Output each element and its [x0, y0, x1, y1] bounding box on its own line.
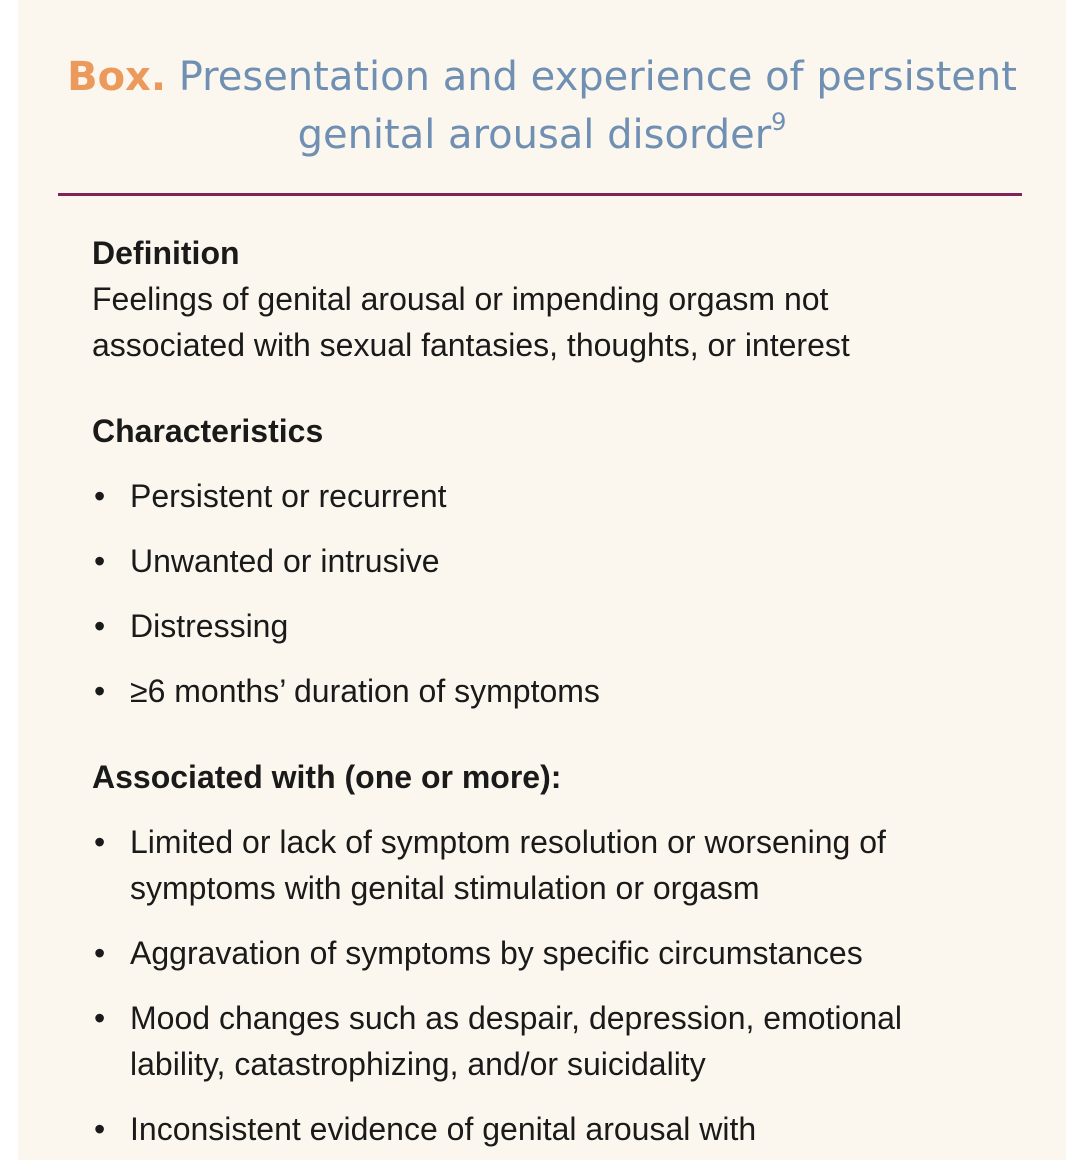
- bullet-icon: •: [94, 1111, 106, 1147]
- definition-text-line-2: associated with sexual fantasies, thoughts, or interest: [92, 327, 850, 363]
- bullet-icon: •: [94, 543, 106, 579]
- section-gap: [92, 368, 1032, 408]
- list-item-text-line: Inconsistent evidence of genital arousal with: [130, 1111, 757, 1147]
- list-item: [92, 930, 1032, 976]
- definition-text-line-1: Feelings of genital arousal or impending orgasm not: [92, 281, 829, 317]
- characteristics-heading: Characteristics: [92, 413, 324, 449]
- reference-superscript: 9: [771, 108, 787, 136]
- list-item-text: ≥6 months’ duration of symptoms: [130, 673, 600, 709]
- list-item: [92, 603, 1032, 649]
- bullet-icon: •: [94, 673, 106, 709]
- title-text-line-2: genital arousal disorder: [297, 112, 772, 158]
- list-item-text: Distressing: [130, 608, 289, 644]
- bullet-icon: •: [94, 478, 106, 514]
- bullet-icon: •: [94, 1000, 106, 1036]
- list-item: [92, 995, 1032, 1087]
- box-label: Box.: [67, 54, 167, 100]
- title-line-1: [18, 48, 1066, 106]
- associated-list: [92, 819, 1032, 1152]
- list-item-text-line: symptoms with genital stimulation or orgasm: [130, 870, 760, 906]
- list-item: [92, 819, 1032, 911]
- bullet-icon: •: [94, 824, 106, 860]
- list-item: [92, 473, 1032, 519]
- list-item-text-line: lability, catastrophizing, and/or suicidality: [130, 1046, 706, 1082]
- bullet-icon: •: [94, 935, 106, 971]
- title-text-line-1: Presentation and experience of persistent: [178, 54, 1017, 100]
- definition-heading: Definition: [92, 235, 240, 271]
- list-item: [92, 538, 1032, 584]
- list-item: [92, 1106, 1032, 1152]
- list-item-text-line: Limited or lack of symptom resolution or worsening of: [130, 824, 886, 860]
- text-box: [18, 0, 1066, 1160]
- bullet-icon: •: [94, 608, 106, 644]
- list-item: [92, 668, 1032, 714]
- list-item-text-line: Mood changes such as despair, depression, emotional: [130, 1000, 903, 1036]
- title-divider: [58, 193, 1022, 196]
- list-item-text-line: Aggravation of symptoms by specific circumstances: [130, 935, 863, 971]
- list-item-text: Unwanted or intrusive: [130, 543, 440, 579]
- box-title: [18, 48, 1066, 164]
- list-item-text: Persistent or recurrent: [130, 478, 447, 514]
- associated-heading: Associated with (one or more):: [92, 759, 562, 795]
- title-line-2: [18, 106, 1066, 164]
- characteristics-list: [92, 473, 1032, 714]
- box-content: [92, 230, 1032, 1152]
- section-gap: [92, 714, 1032, 754]
